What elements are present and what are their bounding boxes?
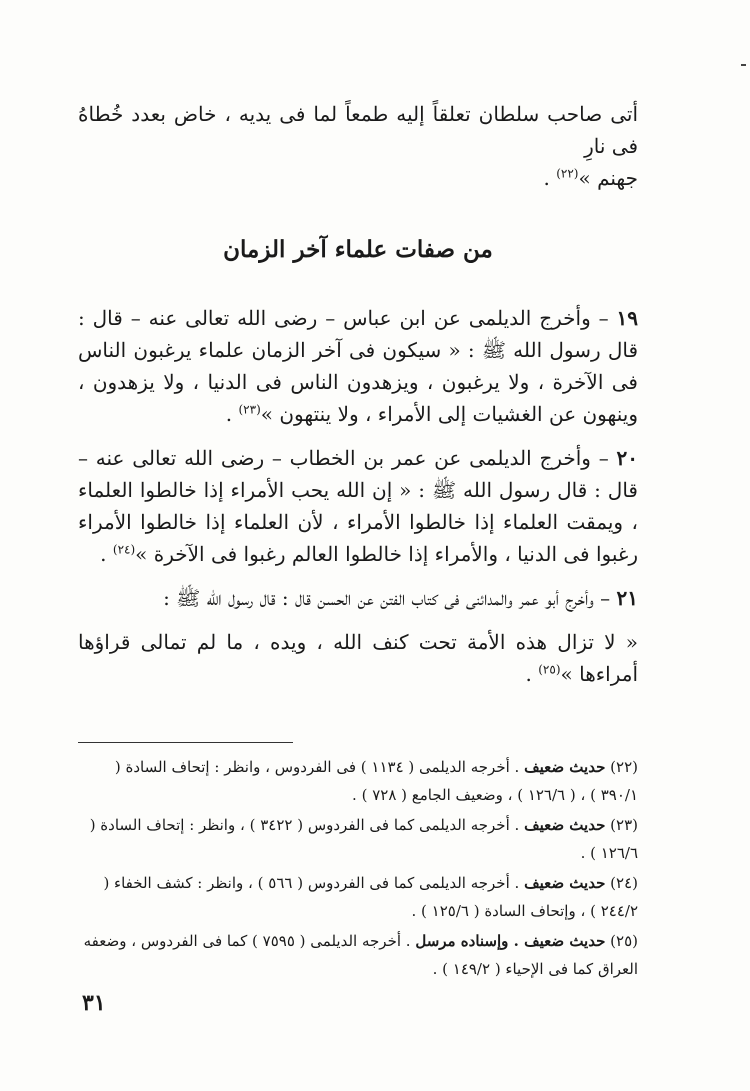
footnote-text: . أخرجه الديلمى ( ٧٥٩٥ ) كما فى الفردوس ، وضعفه العراق كما فى الإحياء ( ١٤٩/٢ ) . <box>83 932 638 978</box>
hadith-20 <box>78 442 638 570</box>
hadith-end: . <box>225 402 239 426</box>
page-number: ٣١ <box>82 990 106 1016</box>
footnote-grade: حديث ضعيف <box>524 758 606 776</box>
footnote-22 <box>78 753 638 809</box>
footnote-25 <box>78 927 638 983</box>
footnote-number: (٢٤) <box>610 874 638 892</box>
footnote-text: . أخرجه الديلمى كما فى الفردوس ( ٣٤٢٢ ) ، وانظر : إتحاف السادة ( ١٢٦/٦ ) . <box>89 816 638 862</box>
footnote-grade: حديث ضعيف <box>524 874 606 892</box>
footnote-number: (٢٥) <box>610 932 638 950</box>
footnote-ref-23: (٢٣) <box>238 402 261 417</box>
footnote-divider <box>78 742 293 743</box>
hadith-end: . <box>100 542 113 566</box>
footnote-24 <box>78 869 638 925</box>
quote-paragraph <box>78 626 638 690</box>
hadith-number: ١٩ <box>616 306 638 330</box>
hadith-text: – وأخرج الديلمى عن عمر بن الخطاب – رضى الله تعالى عنه – قال : قال رسول الله ﷺ : « إن الله يحب الأمراء إذا خالطوا العلماء ، ويمقت العلماء إذا خالطوا الأمراء ، لأن العلماء إذا خالطوا الأمراء رغبوا فى الدنيا ، والأمراء إذا خالطوا العالم رغبوا فى الآخرة » <box>78 446 638 566</box>
footnotes-section <box>78 742 638 985</box>
intro-end: . <box>543 166 557 190</box>
quote-text: « لا تزال هذه الأمة تحت كنف الله ، ويده ، ما لم تمالى قراؤها أمراءها » <box>78 630 638 686</box>
hadith-19 <box>78 302 638 430</box>
footnote-grade: حديث ضعيف . وإسناده مرسل <box>415 932 606 950</box>
footnote-number: (٢٣) <box>610 816 638 834</box>
footnote-ref-22: (٢٢) <box>556 166 579 181</box>
section-heading: من صفات علماء آخر الزمان <box>223 236 493 263</box>
hadith-number: ٢١ <box>616 586 638 610</box>
footnote-ref-25: (٢٥) <box>538 662 561 677</box>
footnote-grade: حديث ضعيف <box>524 816 606 834</box>
hadith-number: ٢٠ <box>616 446 638 470</box>
footnote-text: . أخرجه الديلمى كما فى الفردوس ( ٥٦٦ ) ، وانظر : كشف الخفاء ( ٢٤٤/٢ ) ، وإتحاف السادة ( ١٢٥/٦ ) . <box>103 874 638 920</box>
footnote-text: . أخرجه الديلمى ( ١١٣٤ ) فى الفردوس ، وانظر : إتحاف السادة ( ٣٩٠/١ ) ، ( ١٢٦/٦ ) ، وضعيف الجامع ( ٧٢٨ ) . <box>114 758 638 804</box>
quote-end: . <box>525 662 539 686</box>
intro-paragraph <box>78 98 638 194</box>
footnote-number: (٢٢) <box>610 758 638 776</box>
hadith-text: – وأخرج الديلمى عن ابن عباس – رضى الله تعالى عنه – قال : قال رسول الله ﷺ : « سيكون فى آخر الزمان علماء يرغبون الناس فى الآخرة ، ولا يرغبون ، ويزهدون الناس فى الدنيا ، ولا يزهدون ، وينهون عن الغشيات إلى الأمراء ، ولا ينتهون » <box>78 306 638 426</box>
hadith-21 <box>78 582 638 614</box>
hadith-text: – وأخرج أبو عمر والمدائنى فى كتاب الفتن عن الحسن قال : قال رسول الله ﷺ : <box>163 586 617 610</box>
intro-line-2: جهنم » <box>578 166 638 190</box>
footnote-ref-24: (٢٤) <box>112 542 136 557</box>
page-body <box>78 98 638 702</box>
footnote-23 <box>78 811 638 867</box>
intro-line-1: أتى صاحب سلطان تعلقاً إليه طمعاً لما فى يديه ، خاض بعدد خُطاهُ فى نارِ <box>78 102 638 158</box>
page-edge-mark <box>741 64 746 66</box>
